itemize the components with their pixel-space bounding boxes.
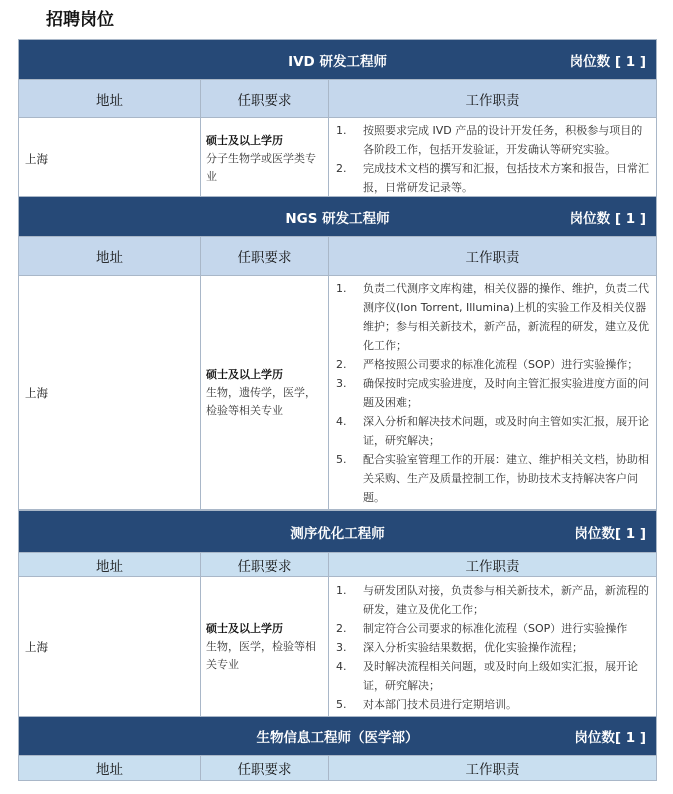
column-header-row <box>19 237 657 276</box>
header-duties: 工作职责 <box>329 237 657 276</box>
duty-item: 4. 及时解决流程相关问题，或及时向上级如实汇报，展开论证，研究解决； <box>336 659 638 692</box>
position-count: 岗位数 [ 1 ] <box>569 210 647 227</box>
address-cell: 上海 <box>19 577 201 717</box>
requirements-cell <box>201 276 329 510</box>
job-detail-row <box>19 577 657 717</box>
header-address: 地址 <box>19 553 201 577</box>
header-address: 地址 <box>19 80 201 118</box>
column-header-row <box>19 80 657 118</box>
header-requirements: 任职要求 <box>201 80 329 118</box>
job-title-row <box>19 40 657 80</box>
header-duties: 工作职责 <box>329 756 657 781</box>
duty-item: 4. 深入分析和解决技术问题，或及时向主管如实汇报，展开论证，研究解决； <box>336 415 649 447</box>
duty-item: 1. 按照要求完成 IVD 产品的设计开发任务，积极参与项目的各阶段工作，包括开发验证，开发确认等研究实验。 <box>336 124 643 156</box>
duty-item: 1. 负责二代测序文库构建，相关仪器的操作、维护，负责二代测序仪(Ion Torrent, Illumina)上机的实验工作及相关仪器维护；参与相关新技术，新产品，新流程的研发，建立及优化工作； <box>336 282 649 352</box>
requirements-cell <box>201 577 329 717</box>
job-title-row <box>19 197 657 237</box>
degree-requirement: 硕士及以上学历 <box>206 133 283 147</box>
job-table-sequencing <box>18 510 657 717</box>
job-title: 生物信息工程师（医学部） <box>256 730 419 746</box>
job-detail-row <box>19 276 657 510</box>
duty-item: 3. 确保按时完成实验进度，及时向主管汇报实验进度方面的问题及困难； <box>336 377 649 409</box>
duty-item: 5. 对本部门技术员进行定期培训。 <box>336 697 517 711</box>
header-duties: 工作职责 <box>329 80 657 118</box>
duties-cell <box>329 118 657 200</box>
duty-item: 2. 完成技术文档的撰写和汇报，包括技术方案和报告，日常汇报，日常研发记录等。 <box>336 162 649 194</box>
header-address: 地址 <box>19 756 201 781</box>
address-cell: 上海 <box>19 276 201 510</box>
duty-item: 2. 严格按照公司要求的标准化流程（SOP）进行实验操作； <box>336 358 639 371</box>
address-cell: 上海 <box>19 118 201 200</box>
position-count: 岗位数 [ 1 ] <box>569 53 647 70</box>
job-title: NGS 研发工程师 <box>285 210 390 227</box>
job-title-row <box>19 717 657 756</box>
position-count: 岗位数[ 1 ] <box>574 525 647 542</box>
job-detail-row <box>19 118 657 200</box>
duties-cell <box>329 577 657 717</box>
duty-item: 3. 深入分析实验结果数据，优化实验操作流程； <box>336 640 583 654</box>
column-header-row <box>19 553 657 577</box>
job-title: 测序优化工程师 <box>290 525 385 542</box>
job-table-bioinformatics <box>18 716 657 781</box>
duty-item: 5. 配合实验室管理工作的开展：建立、维护相关文档，协助相关采购、生产及质量控制工作，协助技术支持解决客户问题。 <box>336 453 649 504</box>
job-table-ivd <box>18 39 657 200</box>
job-table-ngs <box>18 196 657 510</box>
major-requirement: 生物，医学，检验等相关专业 <box>206 639 316 671</box>
requirements-cell <box>201 118 329 200</box>
column-header-row <box>19 756 657 781</box>
degree-requirement: 硕士及以上学历 <box>206 621 283 635</box>
header-requirements: 任职要求 <box>201 553 329 577</box>
major-requirement: 生物，遗传学，医学，检验等相关专业 <box>206 385 316 417</box>
duties-cell <box>329 276 657 510</box>
duty-item: 2. 制定符合公司要求的标准化流程（SOP）进行实验操作 <box>336 621 628 635</box>
header-duties: 工作职责 <box>329 553 657 577</box>
degree-requirement: 硕士及以上学历 <box>206 367 283 381</box>
header-requirements: 任职要求 <box>201 237 329 276</box>
job-title: IVD 研发工程师 <box>288 53 387 70</box>
duty-item: 1. 与研发团队对接，负责参与相关新技术，新产品，新流程的研发，建立及优化工作； <box>336 583 649 616</box>
header-requirements: 任职要求 <box>201 756 329 781</box>
header-address: 地址 <box>19 237 201 276</box>
position-count: 岗位数[ 1 ] <box>574 730 647 746</box>
major-requirement: 分子生物学或医学类专业 <box>206 151 316 183</box>
page-title: 招聘岗位 <box>46 10 114 30</box>
job-title-row <box>19 511 657 553</box>
